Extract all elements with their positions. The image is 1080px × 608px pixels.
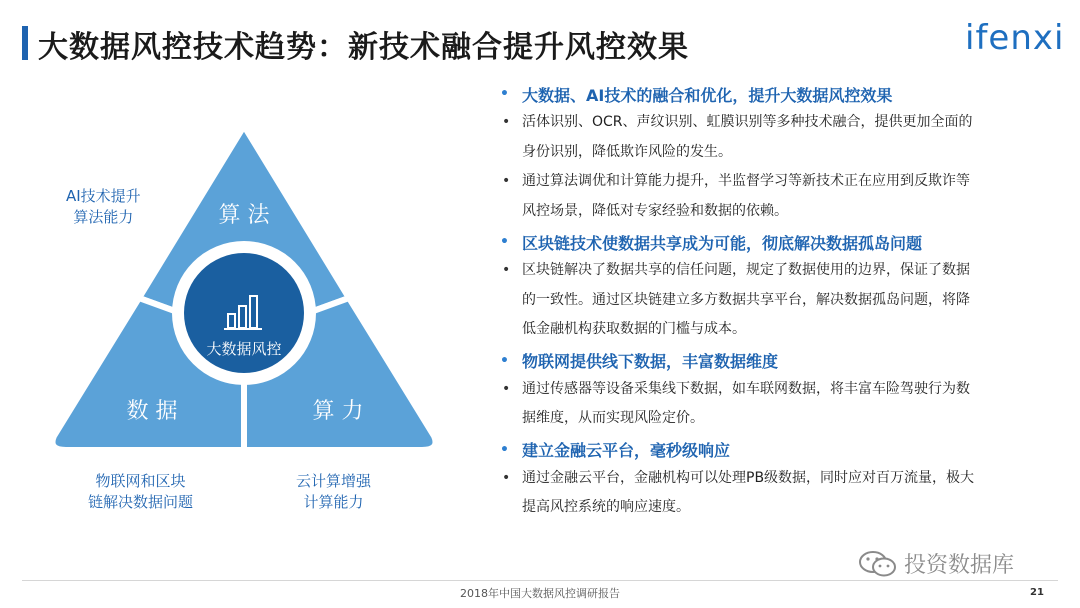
bullet-dot-icon: • bbox=[502, 380, 511, 397]
trend-bullet-list bbox=[496, 80, 1056, 523]
footer-divider bbox=[22, 580, 1058, 581]
bullet-item-text bbox=[522, 167, 1056, 226]
bullet-item-line: 通过算法调优和计算能力提升，半监督学习等新技术正在应用到反欺诈等 bbox=[522, 173, 970, 189]
bullet-dot-icon: • bbox=[500, 441, 509, 458]
wechat-icon bbox=[858, 549, 898, 579]
bullet-item bbox=[496, 256, 1056, 345]
section-title-text: 物联网提供线下数据，丰富数据维度 bbox=[522, 352, 779, 371]
footer-text: 2018年中国大数据风控调研报告 bbox=[460, 587, 620, 600]
bullet-item-line: 身份识别，降低欺诈风险的发生。 bbox=[522, 143, 732, 160]
bullet-item-line: 的一致性。通过区块链建立多方数据共享平台，解决数据孤岛问题，将降 bbox=[522, 291, 970, 308]
bullet-item bbox=[496, 464, 1056, 523]
page-number: 21 bbox=[1030, 587, 1044, 598]
watermark-text: 投资数据库 bbox=[904, 553, 1015, 578]
bullet-dot-icon: • bbox=[500, 86, 509, 102]
section-title bbox=[496, 228, 1056, 256]
bullet-item bbox=[496, 375, 1056, 434]
bullet-item bbox=[496, 167, 1056, 226]
watermark bbox=[858, 548, 1014, 579]
section-title bbox=[496, 80, 1056, 108]
side-label-left: 物联网和区块 链解决数据问题 bbox=[88, 472, 194, 511]
segment-label-compute: 算 力 bbox=[312, 399, 364, 424]
side-label-top: AI技术提升 算法能力 bbox=[66, 187, 141, 226]
section-title-text: 区块链技术使数据共享成为可能，彻底解决数据孤岛问题 bbox=[522, 233, 923, 253]
bullet-item-text bbox=[522, 464, 1056, 523]
bullet-dot-icon: • bbox=[502, 173, 511, 189]
bullet-item-line: 通过传感器等设备采集线下数据，如车联网数据，将丰富车险驾驶行为数 bbox=[522, 380, 970, 397]
segment-label-algorithm: 算 法 bbox=[218, 203, 270, 228]
bullet-dot-icon: • bbox=[502, 114, 511, 130]
bullet-item bbox=[496, 108, 1056, 167]
ifenxi-logo: ifenxi bbox=[965, 18, 1065, 58]
bullet-item-line: 风控场景，降低对专家经验和数据的依赖。 bbox=[522, 202, 788, 219]
bullet-item-line: 提高风控系统的响应速度。 bbox=[522, 499, 690, 515]
bullet-dot-icon: • bbox=[502, 262, 511, 278]
segment-label-data: 数 据 bbox=[126, 399, 178, 424]
section-title bbox=[496, 436, 1056, 464]
bullet-item-text bbox=[522, 256, 1056, 345]
section-title-text: 建立金融云平台，毫秒级响应 bbox=[522, 441, 731, 460]
section-title-text: 大数据、AI技术的融合和优化，提升大数据风控效果 bbox=[522, 85, 893, 105]
bullet-dot-icon: • bbox=[500, 234, 509, 250]
bullet-item-line: 活体识别、OCR、声纹识别、虹膜识别等多种技术融合，提供更加全面的 bbox=[522, 114, 973, 130]
bullet-dot-icon: • bbox=[500, 352, 509, 369]
risk-control-triangle-diagram bbox=[44, 118, 444, 468]
section-title bbox=[496, 347, 1056, 375]
bullet-item-line: 通过金融云平台，金融机构可以处理PB级数据，同时应对百万流量，极大 bbox=[522, 469, 975, 486]
page-title: 大数据风控技术趋势：新技术融合提升风控效果 bbox=[38, 30, 689, 65]
title-accent-bar bbox=[22, 26, 28, 60]
bullet-item-line: 据维度，从而实现风险定价。 bbox=[522, 410, 704, 426]
bullet-dot-icon: • bbox=[502, 469, 511, 486]
bullet-item-line: 区块链解决了数据共享的信任问题，规定了数据使用的边界，保证了数据 bbox=[522, 262, 970, 278]
center-label: 大数据风控 bbox=[206, 340, 282, 358]
side-label-right: 云计算增强 计算能力 bbox=[296, 472, 372, 511]
bullet-item-text bbox=[522, 375, 1056, 434]
bullet-item-text bbox=[522, 108, 1056, 167]
bullet-item-line: 低金融机构获取数据的门槛与成本。 bbox=[522, 321, 746, 337]
